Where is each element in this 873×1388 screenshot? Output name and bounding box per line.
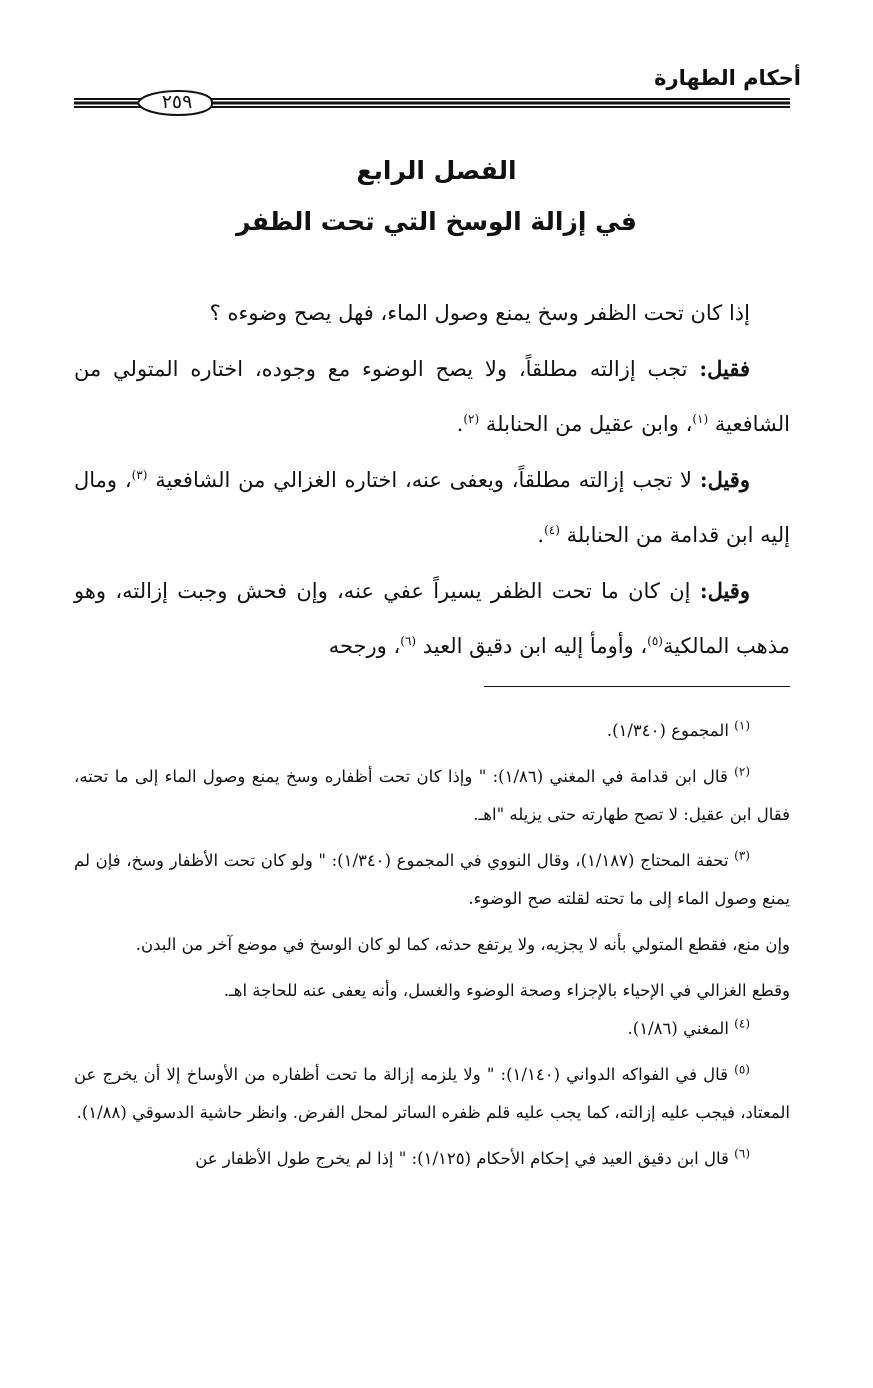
paragraph-lead: وقيل: — [699, 467, 750, 492]
running-title: أحكام الطهارة — [654, 66, 801, 90]
footnote-ref: (٥) — [647, 634, 663, 648]
footnote-ref: (٤) — [544, 523, 560, 537]
footnote-mark: (٣) — [734, 848, 750, 863]
footnote-3-continued: وإن منع، فقطع المتولي بأنه لا يجزيه، ولا يرتفع حدثه، كما لو كان الوسخ في موضع آخر من البدن. — [135, 935, 790, 954]
footnote-mark: (٤) — [734, 1016, 750, 1031]
paragraph-1: إذا كان تحت الظفر وسخ يمنع وصول الماء، فهل يصح وضوءه ؟ — [209, 301, 750, 325]
paragraph-text: . — [456, 412, 464, 436]
main-text — [74, 286, 790, 674]
footnote-separator — [484, 686, 790, 687]
paragraph-text: . — [537, 523, 545, 547]
footnote-3-continued: وقطع الغزالي في الإحياء بالإجزاء وصحة الوضوء والغسل، وأنه يعفى عنه للحاجة اهـ. — [223, 981, 790, 1000]
footnote-mark: (٦) — [734, 1146, 750, 1161]
paragraph-lead: فقيل: — [699, 356, 750, 381]
footnote-1 — [74, 712, 790, 750]
chapter-subtitle: في إزالة الوسخ التي تحت الظفر — [236, 207, 637, 236]
paragraph-text: ، وأومأ إليه ابن دقيق العيد — [416, 634, 648, 658]
paragraph-lead: وقيل: — [699, 578, 750, 603]
footnote-mark: (٢) — [734, 764, 750, 779]
footnote-5 — [74, 1056, 790, 1132]
chapter-title: الفصل الرابع — [356, 156, 517, 185]
footnote-ref: (٢) — [463, 412, 480, 426]
footnote-4 — [74, 1010, 790, 1048]
footnote-ref: (٦) — [400, 634, 417, 648]
footnote-mark: (١) — [734, 718, 750, 733]
paragraph-2 — [74, 341, 790, 452]
page-number: ٢٥٩ — [161, 91, 193, 113]
footnote-text: المجموع (١/٣٤٠). — [606, 721, 735, 740]
paragraph-text: تجب إزالته مطلقاً، ولا يصح الوضوء مع وجوده، اختاره المتولي من الشافعية — [74, 357, 790, 436]
footnote-text: تحفة المحتاج (١/١٨٧)، وقال النووي في المجموع (١/٣٤٠): " ولو كان تحت الأظفار وسخ، فإن لم يمنع وصول الماء إلى ما تحته لقلته صح الوضوء. — [74, 851, 790, 908]
footnote-ref: (١) — [692, 412, 709, 426]
paragraph-4 — [74, 563, 790, 674]
footnote-3 — [74, 842, 790, 918]
footnote-text: قال ابن دقيق العيد في إحكام الأحكام (١/١٢٥): " إذا لم يخرج طول الأظفار عن — [195, 1149, 735, 1168]
footnote-mark: (٥) — [734, 1062, 750, 1077]
footnote-6 — [74, 1140, 790, 1178]
footnote-ref: (٣) — [131, 468, 148, 482]
paragraph-text: ، وابن عقيل من الحنابلة — [479, 412, 693, 436]
paragraph-text: ، ومال إليه ابن قدامة من الحنابلة — [74, 468, 790, 547]
footnote-text: قال في الفواكه الدواني (١/١٤٠): " ولا يلزمه إزالة ما تحت أظفاره من الأوساخ إلا أن يخرج عن المعتاد، فيجب عليه إزالته، كما يجب عليه قلم ظفره الساتر لمحل الفرض. وانظر حاشية الدسوقي (١/٨٨). — [74, 1065, 790, 1122]
paragraph-text: لا تجب إزالته مطلقاً، ويعفى عنه، اختاره الغزالي من الشافعية — [147, 468, 700, 492]
paragraph-3 — [74, 452, 790, 563]
footnote-text: قال ابن قدامة في المغني (١/٨٦): " وإذا كان تحت أظفاره وسخ يمنع وصول الماء إلى ما تحته، فقال ابن عقيل: لا تصح طهارته حتى يزيله "اهـ. — [74, 767, 790, 824]
footnote-2 — [74, 758, 790, 834]
footnote-text: المغني (١/٨٦). — [627, 1019, 735, 1038]
paragraph-text: إن كان ما تحت الظفر يسيراً عفي عنه، وإن فحش وجبت إزالته، وهو مذهب المالكية — [74, 579, 790, 658]
footnotes — [74, 712, 790, 1178]
paragraph-text: ، ورجحه — [328, 634, 401, 658]
